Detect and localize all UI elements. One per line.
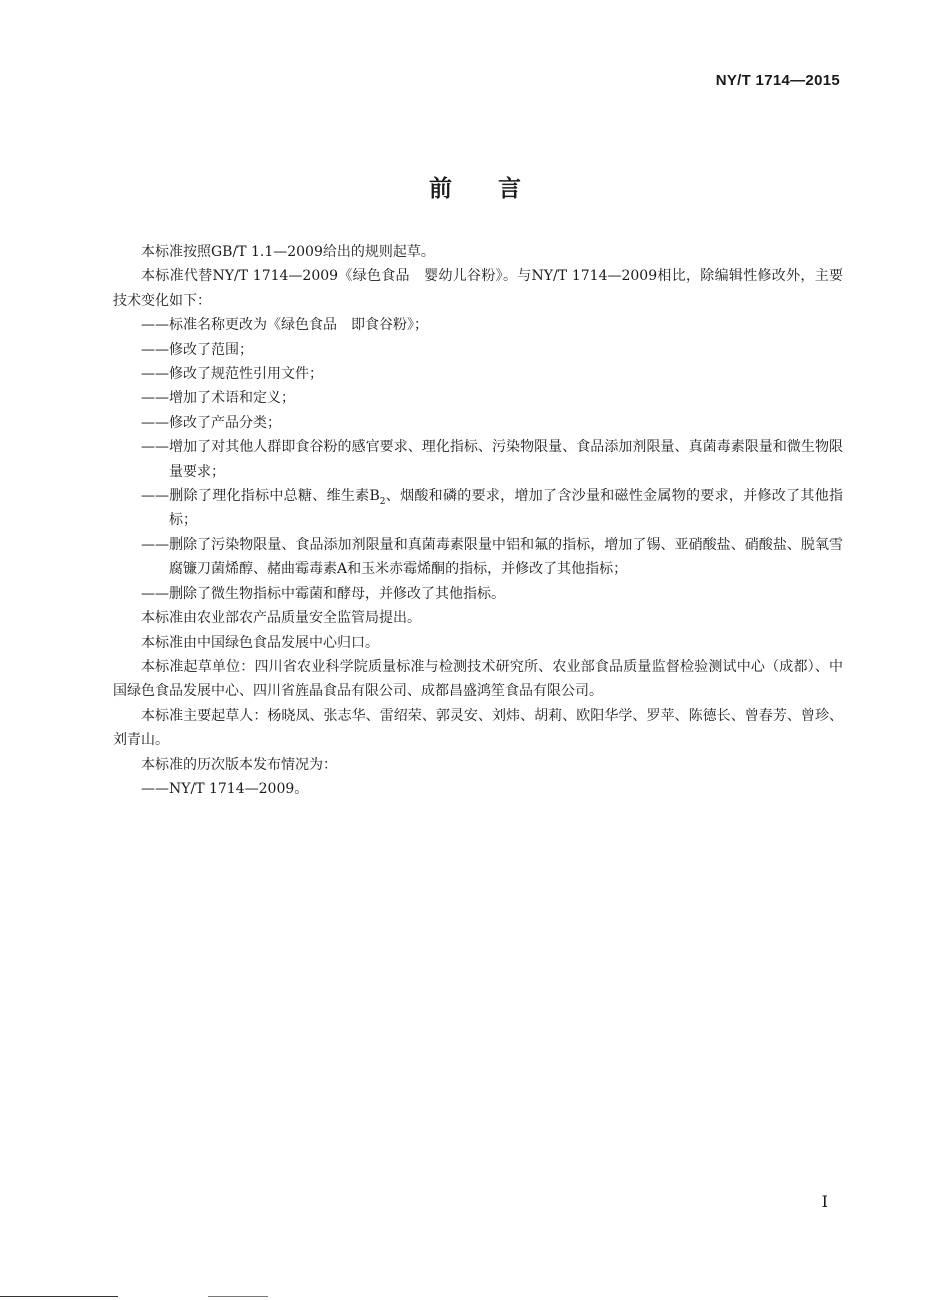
page-title: 前言 <box>429 176 567 202</box>
change-item-text: 删除了污染物限量、食品添加剂限量和真菌毒素限量中铝和氟的指标，增加了锡、亚硝酸盐、硝酸盐、脱氧雪腐镰刀菌烯醇、赭曲霉毒素A和玉米赤霉烯酮的指标，并修改了其他指标； <box>169 536 843 578</box>
change-item-text: 修改了产品分类； <box>169 414 281 431</box>
change-item-text: 修改了规范性引用文件； <box>169 366 323 383</box>
change-item <box>113 386 843 410</box>
dash-mark: —— <box>141 488 169 505</box>
change-item <box>113 411 843 435</box>
dash-mark: —— <box>141 341 169 358</box>
change-item <box>113 362 843 386</box>
change-item-text: 修改了范围； <box>169 341 253 358</box>
paragraph-drafting-units: 本标准起草单位：四川省农业科学院质量标准与检测技术研究所、农业部食品质量监督检验测试中心（成都）、中国绿色食品发展中心、四川省旌晶食品有限公司、成都昌盛鸿笙食品有限公司。 <box>113 658 843 700</box>
subscript: 2 <box>379 496 386 507</box>
change-item <box>113 484 843 533</box>
history-item <box>113 777 843 801</box>
paragraph-proposed-by: 本标准由农业部农产品质量安全监管局提出。 <box>141 610 421 627</box>
change-item-text: 删除了理化指标中总糖、维生素B <box>169 488 380 505</box>
dash-mark: —— <box>141 439 169 456</box>
change-item <box>113 582 843 606</box>
dash-mark: —— <box>141 366 169 383</box>
history-item-text: NY/T 1714—2009。 <box>169 780 309 797</box>
dash-mark: —— <box>141 414 169 431</box>
change-item <box>113 338 843 362</box>
dash-mark: —— <box>141 536 169 553</box>
change-item-text: 标准名称更改为《绿色食品 即食谷粉》； <box>169 317 428 334</box>
change-item <box>113 435 843 484</box>
change-item-text: 、烟酸和磷的要求，增加了含沙量和磁性金属物的要求，并修改了其他指标； <box>169 488 843 529</box>
change-item-text: 增加了对其他人群即食谷粉的感官要求、理化指标、污染物限量、食品添加剂限量、真菌毒素限量和微生物限量要求； <box>169 439 843 480</box>
paragraph-history-intro: 本标准的历次版本发布情况为： <box>141 756 337 773</box>
change-item-text: 增加了术语和定义； <box>169 390 295 407</box>
document-body <box>113 240 843 801</box>
paragraph-replacement: 本标准代替NY/T 1714—2009《绿色食品 婴幼儿谷粉》。与NY/T 1714—2009相比，除编辑性修改外，主要技术变化如下： <box>113 268 843 309</box>
paragraph-drafters: 本标准主要起草人：杨晓凤、张志华、雷绍荣、郭灵安、刘炜、胡莉、欧阳华学、罗苹、陈德长、曾春芳、曾珍、刘青山。 <box>113 707 843 749</box>
footer-rule <box>0 1296 118 1297</box>
dash-mark: —— <box>141 317 169 334</box>
change-item <box>113 533 843 582</box>
dash-mark: —— <box>141 585 169 602</box>
standard-code: NY/T 1714—2015 <box>715 72 840 89</box>
dash-mark: —— <box>141 390 169 407</box>
change-item-text: 删除了微生物指标中霉菌和酵母，并修改了其他指标。 <box>169 585 505 602</box>
change-item <box>113 313 843 337</box>
paragraph-drafting-rules: 本标准按照GB/T 1.1—2009给出的规则起草。 <box>141 244 435 260</box>
footer-rule <box>208 1296 268 1297</box>
paragraph-centralized-by: 本标准由中国绿色食品发展中心归口。 <box>141 634 379 651</box>
dash-mark: —— <box>141 780 169 797</box>
page-number: I <box>821 1192 828 1211</box>
